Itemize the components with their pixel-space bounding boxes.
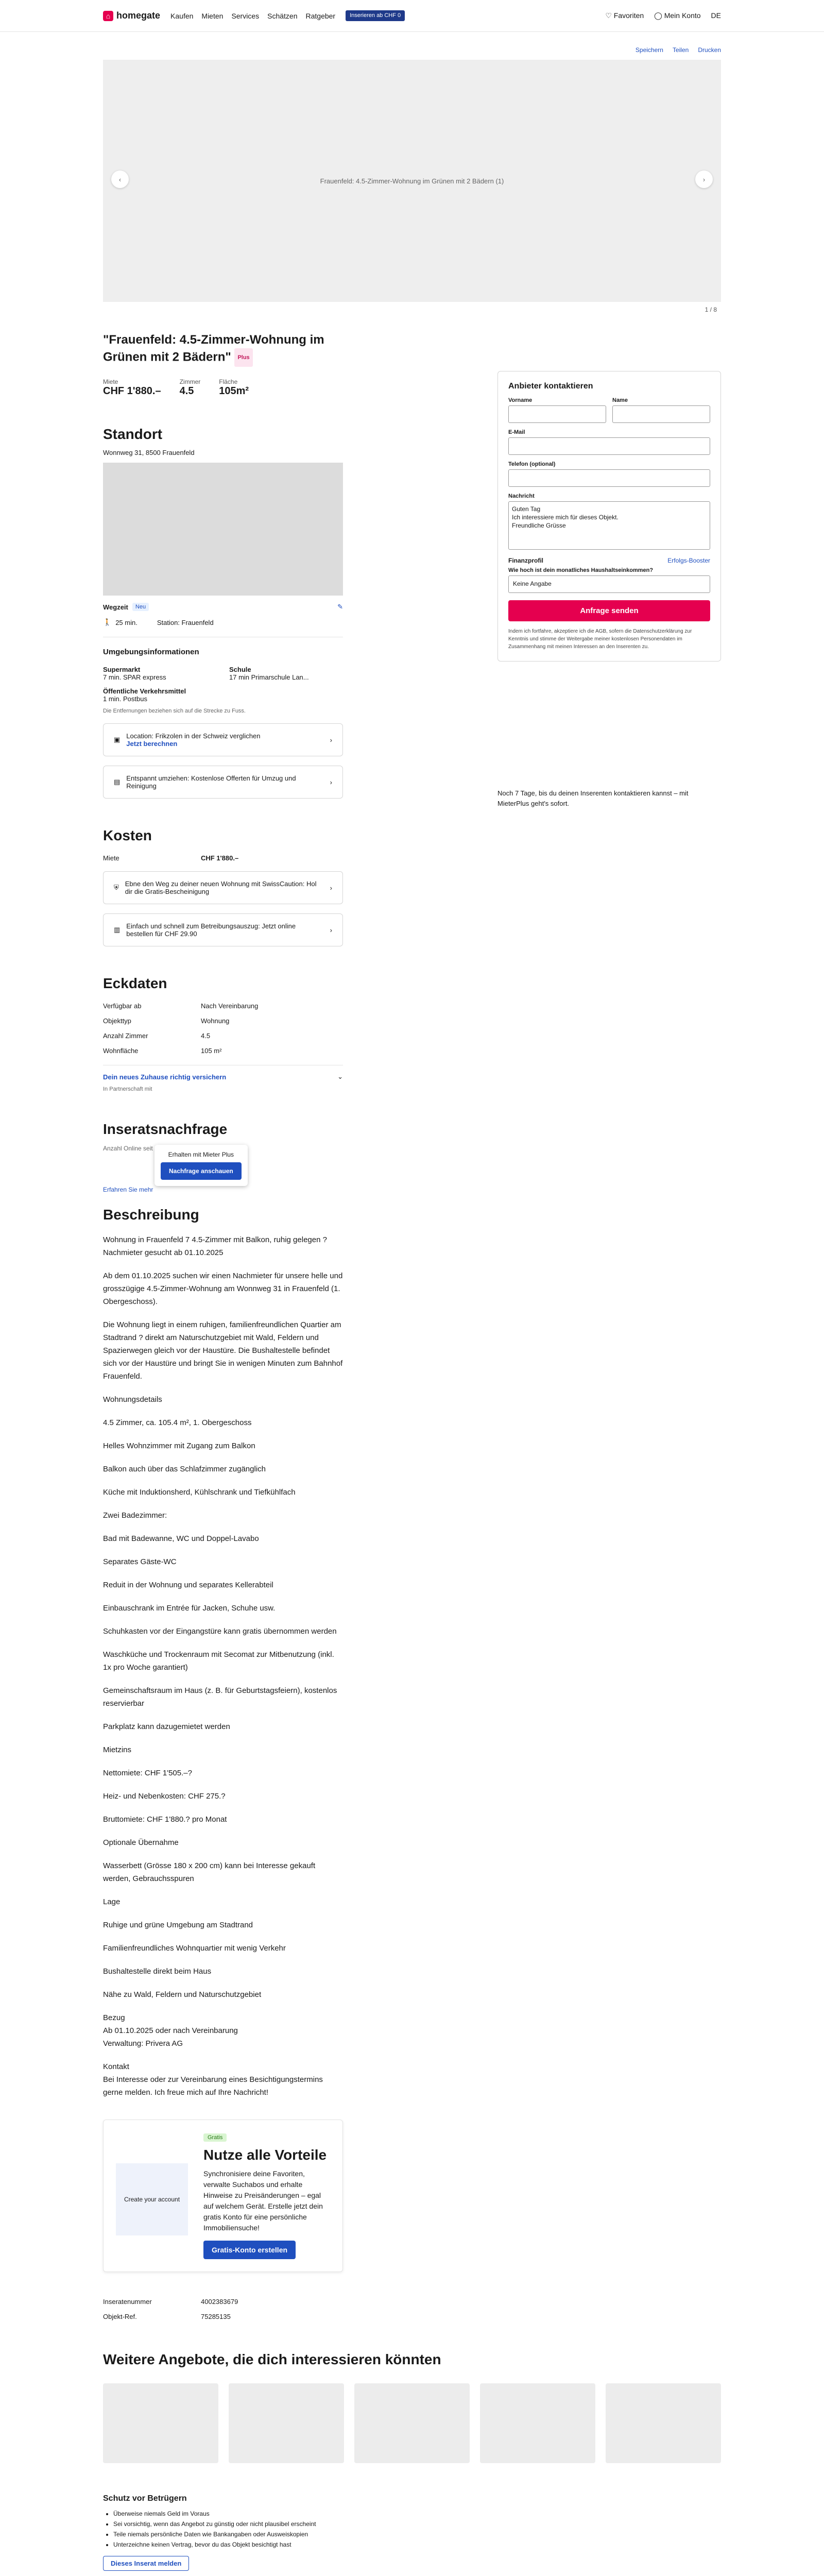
contact-form <box>497 371 721 662</box>
school-value: 17 min Primarschule Lan... <box>229 673 309 681</box>
description-paragraph: Bezug Ab 01.10.2025 oder nach Vereinbarung Verwaltung: Privera AG <box>103 2013 238 2048</box>
chevron-down-icon[interactable]: ⌄ <box>337 1073 343 1080</box>
share-button[interactable]: Teilen <box>672 46 689 54</box>
finance-profile-label: Finanzprofil <box>508 557 543 564</box>
learn-more-link[interactable]: Erfahren Sie mehr <box>103 1186 153 1193</box>
nav-item-schaetzen[interactable]: Schätzen <box>267 11 298 20</box>
description-paragraph: Reduit in der Wohnung und separates Kellerabteil <box>103 1581 273 1589</box>
description-paragraph: Schuhkasten vor der Eingangstüre kann gratis übernommen werden <box>103 1627 337 1636</box>
rent-label: Miete <box>103 378 118 385</box>
walk-icon: 🚶 <box>103 618 112 626</box>
detail-key: Objekttyp <box>103 1017 131 1025</box>
details-heading: Eckdaten <box>103 975 167 991</box>
next-image-button[interactable]: › <box>695 171 713 188</box>
description-paragraph: Optionale Übernahme <box>103 1838 179 1847</box>
phone-input[interactable] <box>508 469 710 487</box>
inquiry-stats: Anzahl Online seit <box>103 1145 153 1152</box>
house-icon: ⌂ <box>103 11 113 21</box>
detail-value: Nach Vereinbarung <box>201 1002 259 1010</box>
area-value: 105m² <box>219 385 249 397</box>
description-paragraph: Wasserbett (Grösse 180 x 200 cm) kann bei Interesse gekauft werden, Gebrauchsspuren <box>103 1861 316 1883</box>
similar-heading: Weitere Angebote, die dich interessieren könnten <box>103 2351 441 2367</box>
listing-title: "Frauenfeld: 4.5-Zimmer-Wohnung im Grünen mit 2 Bädern" <box>103 333 324 364</box>
description-paragraph: Bruttomiete: CHF 1'880.? pro Monat <box>103 1815 227 1824</box>
area-label: Fläche <box>219 378 238 385</box>
report-listing-button[interactable]: Dieses Inserat melden <box>103 2556 189 2571</box>
costs-rent-value: CHF 1'880.– <box>201 854 239 862</box>
income-question: Wie hoch ist dein monatliches Haushaltseinkommen? <box>508 567 654 573</box>
nav-item-ratgeber[interactable]: Ratgeber <box>305 11 336 20</box>
message-textarea[interactable]: Guten Tag Ich interessiere mich für dieses Objekt. Freundliche Grüsse <box>508 501 710 550</box>
legal-text: Indem ich fortfahre, akzeptiere ich die AGB, sofern die Datenschutzerklärung zur Kenntnis und stimme der Weitergabe meiner kostenlosen Personendaten im Zusammenhang mit meinen Interessen an den Inserenten zu. <box>508 629 692 650</box>
moving-text: Entspannt umziehen: Kostenlose Offerten für Umzug und Reinigung <box>126 774 296 790</box>
description-heading: Beschreibung <box>103 1207 199 1223</box>
list-item: • Unterzeichne keinen Vertrag, bevor du das Objekt besichtigt hast <box>113 2539 721 2550</box>
listing-number: 4002383679 <box>201 2298 238 2306</box>
chevron-right-icon: › <box>330 884 332 892</box>
rent-value: CHF 1'880.– <box>103 385 161 397</box>
inquiry-heading: Inseratsnachfrage <box>103 1121 228 1137</box>
similar-card[interactable] <box>354 2383 470 2463</box>
logo[interactable]: ⌂ homegate <box>103 10 160 21</box>
detail-key: Anzahl Zimmer <box>103 1032 148 1040</box>
list-item: • Überweise niemals Geld im Voraus <box>113 2509 721 2519</box>
description-paragraph: Separates Gäste-WC <box>103 1557 177 1566</box>
detail-value: 105 m² <box>201 1047 222 1055</box>
debt-extract-card[interactable] <box>103 913 343 946</box>
compare-text: Location: Frikzolen in der Schweiz verglichen <box>126 732 261 740</box>
description-paragraph: Parkplatz kann dazugemietet werden <box>103 1722 230 1731</box>
description-paragraph: Gemeinschaftsraum im Haus (z. B. für Geburtstagsfeiern), kostenlos reservierbar <box>103 1686 337 1708</box>
favorites-link[interactable]: ♡ Favoriten <box>605 11 644 20</box>
compare-link[interactable]: Jetzt berechnen <box>126 740 178 748</box>
moving-card[interactable] <box>103 766 343 799</box>
mieterplus-popup <box>154 1145 248 1186</box>
description-paragraph: Nettomiete: CHF 1'505.–? <box>103 1769 192 1777</box>
nav-item-kaufen[interactable]: Kaufen <box>170 11 194 20</box>
transport-label: Öffentliche Verkehrsmittel <box>103 687 186 695</box>
detail-key: Verfügbar ab <box>103 1002 142 1010</box>
description-paragraph: Ab dem 01.10.2025 suchen wir einen Nachmieter für unsere helle und grosszügige 4.5-Zimmer-Wohnung am Wonnweg 31 in Frauenfeld (1. Obergeschoss). <box>103 1272 343 1306</box>
nav-item-services[interactable]: Services <box>231 11 260 20</box>
image-gallery[interactable] <box>103 60 721 313</box>
distance-note: Die Entfernungen beziehen sich auf die Strecke zu Fuss. <box>103 708 246 714</box>
create-account-button[interactable]: Gratis-Konto erstellen <box>203 2241 296 2259</box>
mieterplus-hint: Noch 7 Tage, bis du deinen Inserenten kontaktieren kannst – mit MieterPlus geht's sofort. <box>497 789 689 807</box>
surroundings-heading: Umgebungsinformationen <box>103 648 199 656</box>
detail-value: 4.5 <box>201 1032 211 1040</box>
last-name-input[interactable] <box>612 405 710 423</box>
location-heading: Standort <box>103 426 163 442</box>
nav-item-mieten[interactable]: Mieten <box>201 11 224 20</box>
description-paragraph: Kontakt Bei Interesse oder zur Vereinbarung eines Besichtigungstermins gerne melden. Ich freue mich auf Ihre Nachricht! <box>103 2062 323 2097</box>
similar-card[interactable] <box>103 2383 218 2463</box>
shield-icon: ⛨ <box>114 884 119 891</box>
account-promo-image: Create your account <box>116 2163 188 2235</box>
plus-badge: Plus <box>234 348 252 367</box>
description-paragraph: Balkon auch über das Schlafzimmer zugänglich <box>103 1465 266 1473</box>
description-paragraph: Waschküche und Trockenraum mit Secomat zur Mitbenutzung (inkl. 1x pro Woche garantiert) <box>103 1650 334 1672</box>
first-name-input[interactable] <box>508 405 606 423</box>
school-label: Schule <box>229 666 251 673</box>
free-badge: Gratis <box>203 2133 227 2142</box>
costs-heading: Kosten <box>103 827 152 843</box>
email-input[interactable] <box>508 437 710 455</box>
new-badge: Neu <box>132 603 149 611</box>
message-label: Nachricht <box>508 493 535 499</box>
site-header <box>0 0 824 32</box>
details-table <box>103 1002 343 1055</box>
compare-card[interactable] <box>103 723 343 756</box>
fraud-list <box>113 2509 721 2550</box>
description-paragraph: Helles Wohnzimmer mit Zugang zum Balkon <box>103 1442 255 1450</box>
similar-card[interactable] <box>480 2383 595 2463</box>
advertise-button[interactable]: Inserieren ab CHF 0 <box>346 10 405 21</box>
account-promo-title: Nutze alle Vorteile <box>203 2147 327 2163</box>
detail-value: Wohnung <box>201 1017 230 1025</box>
object-ref: 75285135 <box>201 2313 231 2320</box>
first-name-label: Vorname <box>508 397 533 403</box>
last-name-label: Name <box>612 397 628 403</box>
costs-rent-label: Miete <box>103 854 119 862</box>
description-paragraph: Wohnungsdetails <box>103 1395 162 1404</box>
transport-value: 1 min. Postbus <box>103 695 147 703</box>
print-button[interactable]: Drucken <box>698 46 721 54</box>
description-paragraph: Zwei Badezimmer: <box>103 1511 167 1520</box>
description-paragraph: Die Wohnung liegt in einem ruhigen, familienfreundlichen Quartier am Stadtrand ? direkt am Naturschutzgebiet mit Wald, Feldern und Spazierwegen gleich vor der Haustüre. Die Bushaltestelle befindet sich vor der Haustüre und bringt Sie in wenigen Minuten zum Bahnhof Frauenfeld. <box>103 1320 343 1381</box>
description-body <box>103 1233 343 2099</box>
send-inquiry-button[interactable]: Anfrage senden <box>508 600 710 621</box>
fraud-heading: Schutz vor Betrügern <box>103 2494 187 2503</box>
rooms-value: 4.5 <box>179 385 194 397</box>
commute-time: 25 min. <box>115 618 138 626</box>
map-icon: ▣ <box>114 736 121 743</box>
language-select[interactable]: DE <box>711 11 721 20</box>
list-item: • Teile niemals persönliche Daten wie Bankangaben oder Ausweiskopien <box>113 2529 721 2539</box>
edit-icon[interactable]: ✎ <box>337 603 343 611</box>
supermarket-value: 7 min. SPAR express <box>103 673 166 681</box>
commute-label: Wegzeit <box>103 603 128 611</box>
email-label: E-Mail <box>508 429 525 435</box>
object-ref-label: Objekt-Ref. <box>103 2313 137 2320</box>
detail-key: Wohnfläche <box>103 1047 139 1055</box>
partner-note: In Partnerschaft mit <box>103 1086 152 1092</box>
chevron-right-icon: › <box>330 736 332 744</box>
account-link[interactable]: ◯ Mein Konto <box>654 11 701 20</box>
insurance-link[interactable]: Dein neues Zuhause richtig versichern <box>103 1073 227 1081</box>
truck-icon: ▤ <box>114 778 121 786</box>
list-item: • Sei vorsichtig, wenn das Angebot zu günstig oder nicht plausibel erscheint <box>113 2519 721 2529</box>
chevron-right-icon: › <box>330 778 332 786</box>
supermarket-label: Supermarkt <box>103 666 141 673</box>
swisscaution-card[interactable] <box>103 871 343 904</box>
description-paragraph: Familienfreundliches Wohnquartier mit wenig Verkehr <box>103 1944 286 1953</box>
description-paragraph: Bad mit Badewanne, WC und Doppel-Lavabo <box>103 1534 259 1543</box>
description-paragraph: Einbauschrank im Entrée für Jacken, Schuhe usw. <box>103 1604 276 1613</box>
swisscaution-text: Ebne den Weg zu deiner neuen Wohnung mit SwissCaution: Hol dir die Gratis-Bescheinigung <box>125 880 317 895</box>
description-paragraph: Mietzins <box>103 1745 132 1754</box>
rooms-label: Zimmer <box>179 378 201 385</box>
prev-image-button[interactable]: ‹ <box>111 171 129 188</box>
description-paragraph: Heiz- und Nebenkosten: CHF 275.? <box>103 1792 226 1801</box>
account-promo <box>103 2120 343 2272</box>
description-paragraph: Ruhige und grüne Umgebung am Stadtrand <box>103 1921 253 1929</box>
contact-title: Anbieter kontaktieren <box>508 382 593 391</box>
map[interactable] <box>103 463 343 596</box>
gallery-image-alt: Frauenfeld: 4.5-Zimmer-Wohnung im Grünen mit 2 Bädern (1) <box>320 177 504 185</box>
similar-card[interactable] <box>229 2383 344 2463</box>
finance-booster-link[interactable]: Erfolgs-Booster <box>667 557 710 564</box>
listing-number-label: Inseratenummer <box>103 2298 152 2306</box>
popup-text: Erhalten mit Mieter Plus <box>168 1151 234 1158</box>
income-select[interactable]: Keine Angabe <box>508 575 710 593</box>
commute-destination: Station: Frauenfeld <box>157 618 214 626</box>
description-paragraph: Lage <box>103 1897 121 1906</box>
similar-listings <box>103 2383 721 2463</box>
description-paragraph: 4.5 Zimmer, ca. 105.4 m², 1. Obergeschoss <box>103 1418 252 1427</box>
main-nav <box>170 12 335 20</box>
phone-label: Telefon (optional) <box>508 461 556 467</box>
image-counter: 1 / 8 <box>705 306 717 313</box>
save-button[interactable]: Speichern <box>635 46 663 54</box>
debt-extract-text: Einfach und schnell zum Betreibungsauszug: Jetzt online bestellen für CHF 29.90 <box>126 922 296 938</box>
description-paragraph: Küche mit Induktionsherd, Kühlschrank und Tiefkühlfach <box>103 1488 296 1497</box>
view-inquiry-button[interactable]: Nachfrage anschauen <box>161 1162 242 1180</box>
listing-actions <box>103 32 721 60</box>
document-icon: ▥ <box>114 926 121 934</box>
similar-card[interactable] <box>606 2383 721 2463</box>
description-paragraph: Wohnung in Frauenfeld 7 4.5-Zimmer mit Balkon, ruhig gelegen ? Nachmieter gesucht ab 01.10.2025 <box>103 1235 327 1257</box>
account-promo-text: Synchronisiere deine Favoriten, verwalte Suchabos und erhalte Hinweise zu Preisänderungen – egal auf welchem Gerät. Erstelle jetzt dein gratis Konto für eine persönliche Immobiliensuche! <box>203 2170 323 2232</box>
address: Wonnweg 31, 8500 Frauenfeld <box>103 449 195 456</box>
description-paragraph: Nähe zu Wald, Feldern und Naturschutzgebiet <box>103 1990 262 1999</box>
chevron-right-icon: › <box>330 926 332 934</box>
description-paragraph: Bushaltestelle direkt beim Haus <box>103 1967 212 1976</box>
